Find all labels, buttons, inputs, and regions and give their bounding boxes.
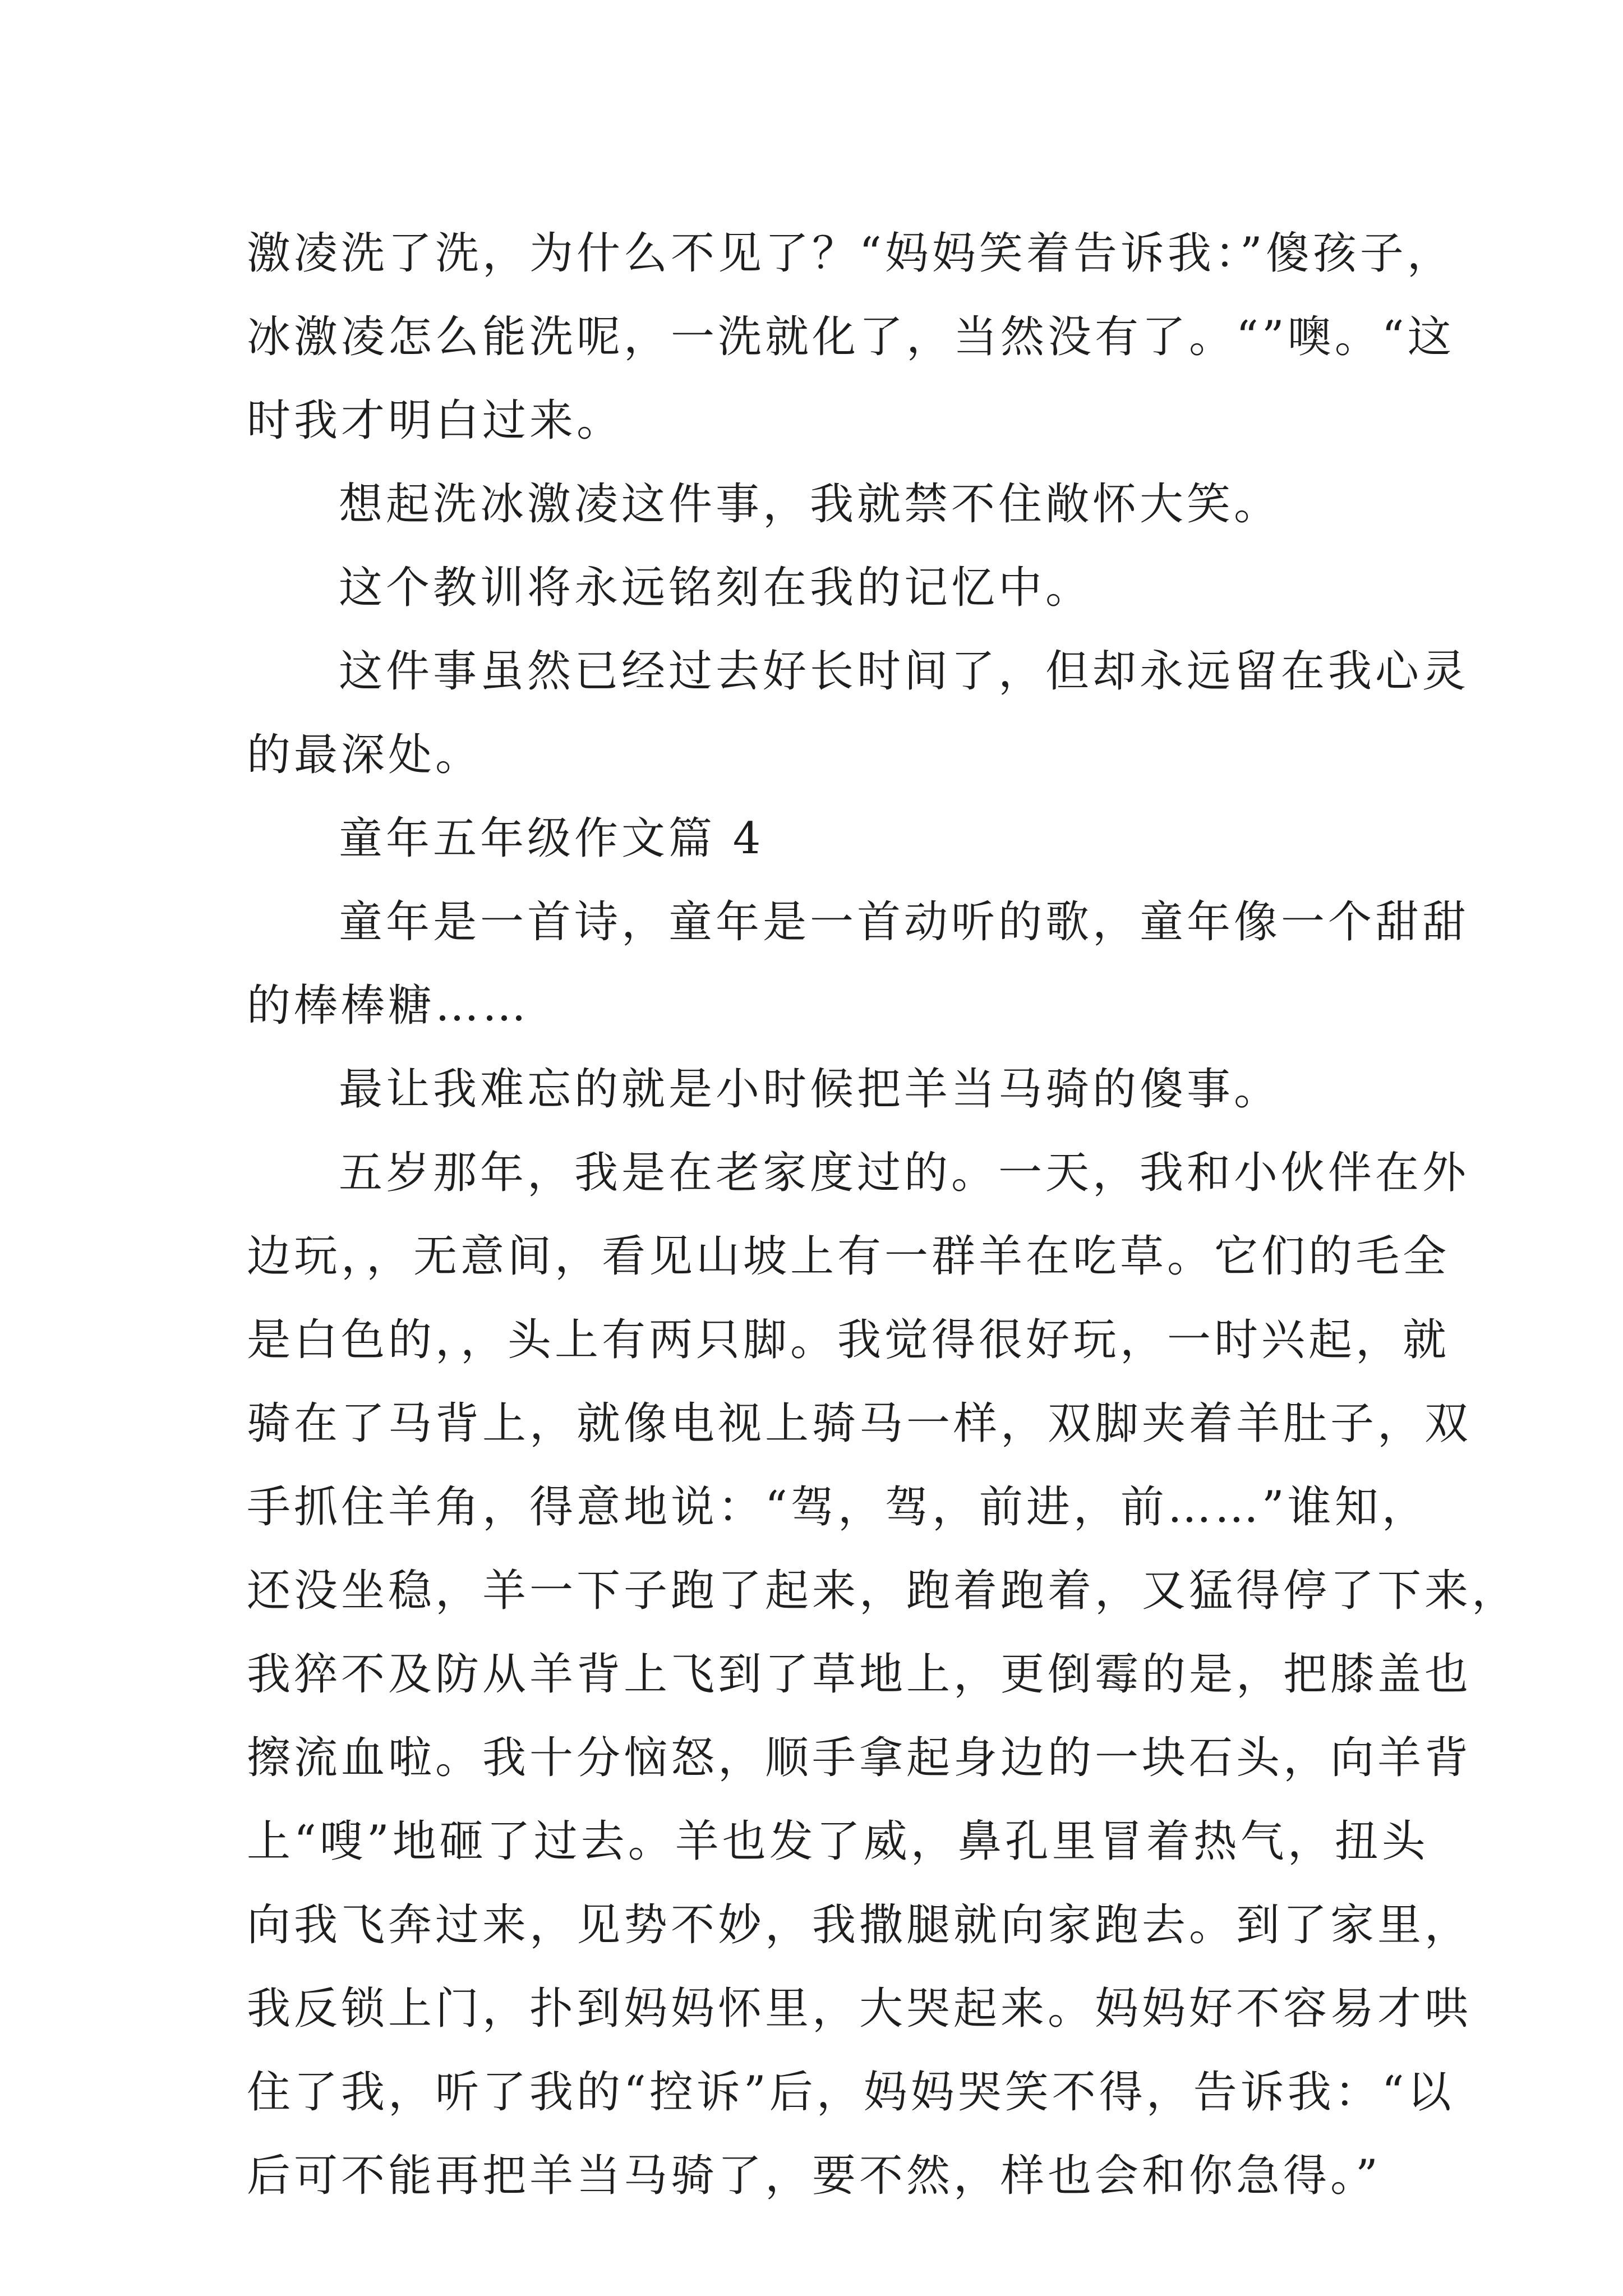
text-line: 这件事虽然已经过去好长时间了，但却永远留在我心灵 (339, 646, 1470, 697)
text-line: 后可不能再把羊当马骑了，要不然，样也会和你急得。” (247, 2151, 1381, 2201)
text-line: 冰激凌怎么能洗呢，一洗就化了，当然没有了。“”噢。“这 (247, 312, 1455, 362)
paragraph-6 (247, 1048, 1391, 1131)
text-line: 五岁那年，我是在老家度过的。一天，我和小伙伴在外 (339, 1148, 1470, 1198)
text-line: 上“嗖”地砸了过去。羊也发了威，鼻孔里冒着热气，扭头 (247, 1816, 1429, 1867)
paragraph-5 (247, 881, 1470, 1048)
text-line: 向我飞奔过来，见势不妙，我撒腿就向家跑去。到了家里， (247, 1900, 1472, 1950)
paragraph-4 (247, 630, 1470, 797)
text-line: 的棒棒糖…… (247, 981, 530, 1031)
text-line: 我反锁上门，扑到妈妈怀里，大哭起来。妈妈好不容易才哄 (247, 1984, 1472, 2034)
text-line: 手抓住羊角，得意地说：“驾，驾，前进，前……”谁知， (247, 1482, 1429, 1533)
text-line: 想起洗冰激凌这件事，我就禁不住敞怀大笑。 (339, 479, 1281, 530)
paragraph-1 (247, 212, 1455, 463)
text-line: 骑在了马背上，就像电视上骑马一样，双脚夹着羊肚子，双 (247, 1398, 1472, 1449)
text-line: 是白色的，，头上有两只脚。我觉得很好玩，一时兴起，就 (247, 1315, 1450, 1365)
text-line: 还没坐稳，羊一下子跑了起来，跑着跑着，又猛得停了下来， (247, 1566, 1519, 1616)
section-heading (247, 797, 1391, 881)
text-line: 擦流血啦。我十分恼怒，顺手拿起身边的一块石头，向羊背 (247, 1733, 1472, 1783)
paragraph-2 (247, 463, 1391, 546)
text-line: 时我才明白过来。 (247, 395, 624, 446)
document-body (247, 212, 1519, 2218)
text-line: 这个教训将永远铭刻在我的记忆中。 (339, 563, 1093, 613)
text-line: 我猝不及防从羊背上飞到了草地上，更倒霉的是，把膝盖也 (247, 1649, 1472, 1700)
paragraph-3 (247, 546, 1391, 630)
text-line: 的最深处。 (247, 730, 483, 780)
text-line: 边玩，，无意间，看见山坡上有一群羊在吃草。它们的毛全 (247, 1231, 1450, 1282)
text-line: 住了我，听了我的“控诉”后，妈妈哭笑不得，告诉我：“以 (247, 2067, 1455, 2118)
heading-text: 童年五年级作文篇 4 (339, 813, 764, 864)
paragraph-7 (247, 1131, 1519, 2218)
text-line: 童年是一首诗，童年是一首动听的歌，童年像一个甜甜 (339, 897, 1470, 947)
text-line: 激凌洗了洗，为什么不见了？“妈妈笑着告诉我：”傻孩子， (247, 228, 1454, 279)
text-line: 最让我难忘的就是小时候把羊当马骑的傻事。 (339, 1064, 1281, 1115)
